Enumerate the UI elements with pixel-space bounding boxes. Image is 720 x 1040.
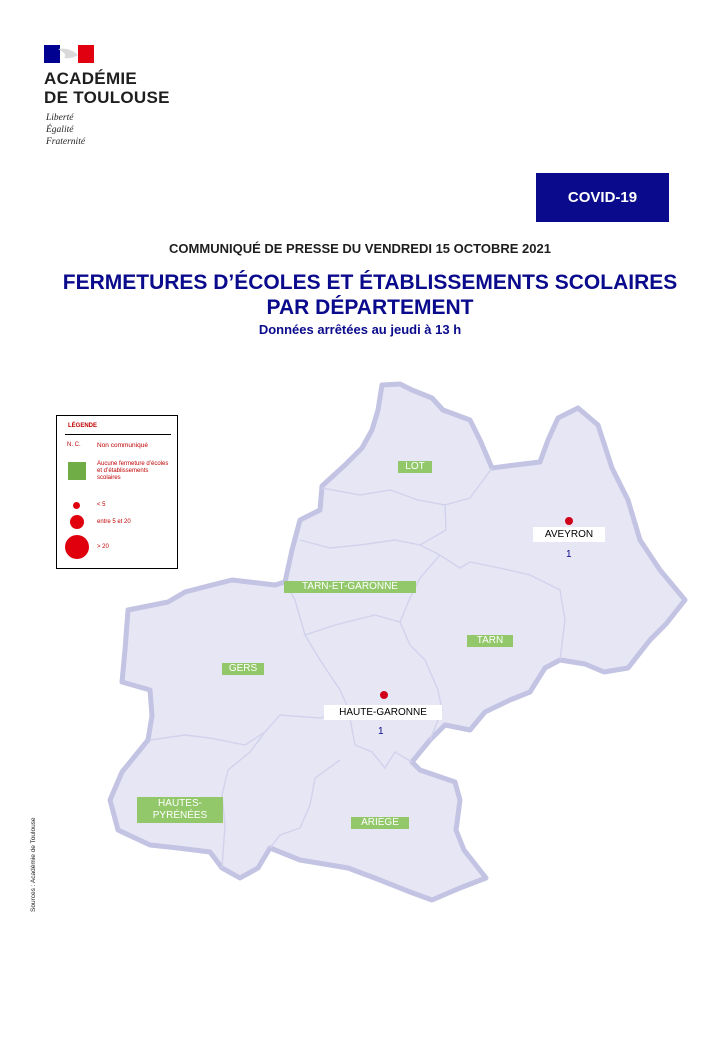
- dept-label-gers: GERS: [222, 663, 264, 675]
- aveyron-closure-dot-icon: [565, 517, 573, 525]
- page-subtitle: Données arrêtées au jeudi à 13 h: [258, 322, 462, 337]
- dept-label-ariege: ARIÈGE: [351, 817, 409, 829]
- hautes-pyrenees-line1: HAUTES-: [158, 798, 202, 809]
- legend-none-label: Aucune fermeture d’écoles et d’établissements scolaires: [97, 461, 169, 481]
- legend-medium-dot-icon: [70, 515, 84, 529]
- motto-fraternite: Fraternité: [46, 137, 86, 147]
- legend-small-label: < 5: [97, 502, 106, 508]
- academy-line1: ACADÉMIE: [44, 69, 138, 88]
- legend-large-label: > 20: [97, 544, 109, 550]
- page-title: FERMETURES D’ÉCOLES ET ÉTABLISSEMENTS SCOLAIRES PAR DÉPARTEMENT: [62, 271, 678, 319]
- haute-garonne-closure-dot-icon: [380, 691, 388, 699]
- legend-box: [56, 415, 178, 569]
- republic-motto: [46, 112, 85, 148]
- legend-small-dot-icon: [73, 502, 80, 509]
- dept-label-tarn-et-garonne: TARN-ET-GARONNE: [284, 581, 416, 593]
- legend-nc-label: Non communiqué: [97, 442, 148, 449]
- legend-title: LÉGENDE: [68, 423, 98, 429]
- dept-label-haute-garonne: HAUTE-GARONNE: [324, 705, 442, 720]
- legend-green-swatch: [68, 462, 86, 480]
- motto-egalite: Égalité: [46, 125, 74, 135]
- dept-label-lot: LOT: [398, 461, 432, 473]
- dept-label-tarn: TARN: [467, 635, 513, 647]
- haute-garonne-count: 1: [378, 726, 384, 737]
- legend-large-dot-icon: [65, 535, 89, 559]
- dept-label-hautes-pyrenees: [137, 797, 223, 823]
- republic-flag-icon: [44, 45, 94, 63]
- dept-label-aveyron: AVEYRON: [533, 527, 605, 542]
- legend-nc-abbr: N. C.: [67, 442, 81, 448]
- legend-medium-label: entre 5 et 20: [97, 519, 131, 525]
- covid-badge: COVID-19: [536, 173, 669, 222]
- academy-line2: DE TOULOUSE: [44, 88, 170, 107]
- press-release-line: COMMUNIQUÉ DE PRESSE DU VENDREDI 15 OCTOBRE 2021: [169, 241, 551, 256]
- legend-divider: [65, 434, 171, 435]
- hautes-pyrenees-line2: PYRÉNÉES: [152, 810, 208, 821]
- aveyron-count: 1: [566, 549, 572, 560]
- motto-liberte: Liberté: [46, 113, 74, 123]
- sources-note: Sources : Académie de Toulouse: [30, 817, 37, 912]
- academy-name: [44, 69, 170, 107]
